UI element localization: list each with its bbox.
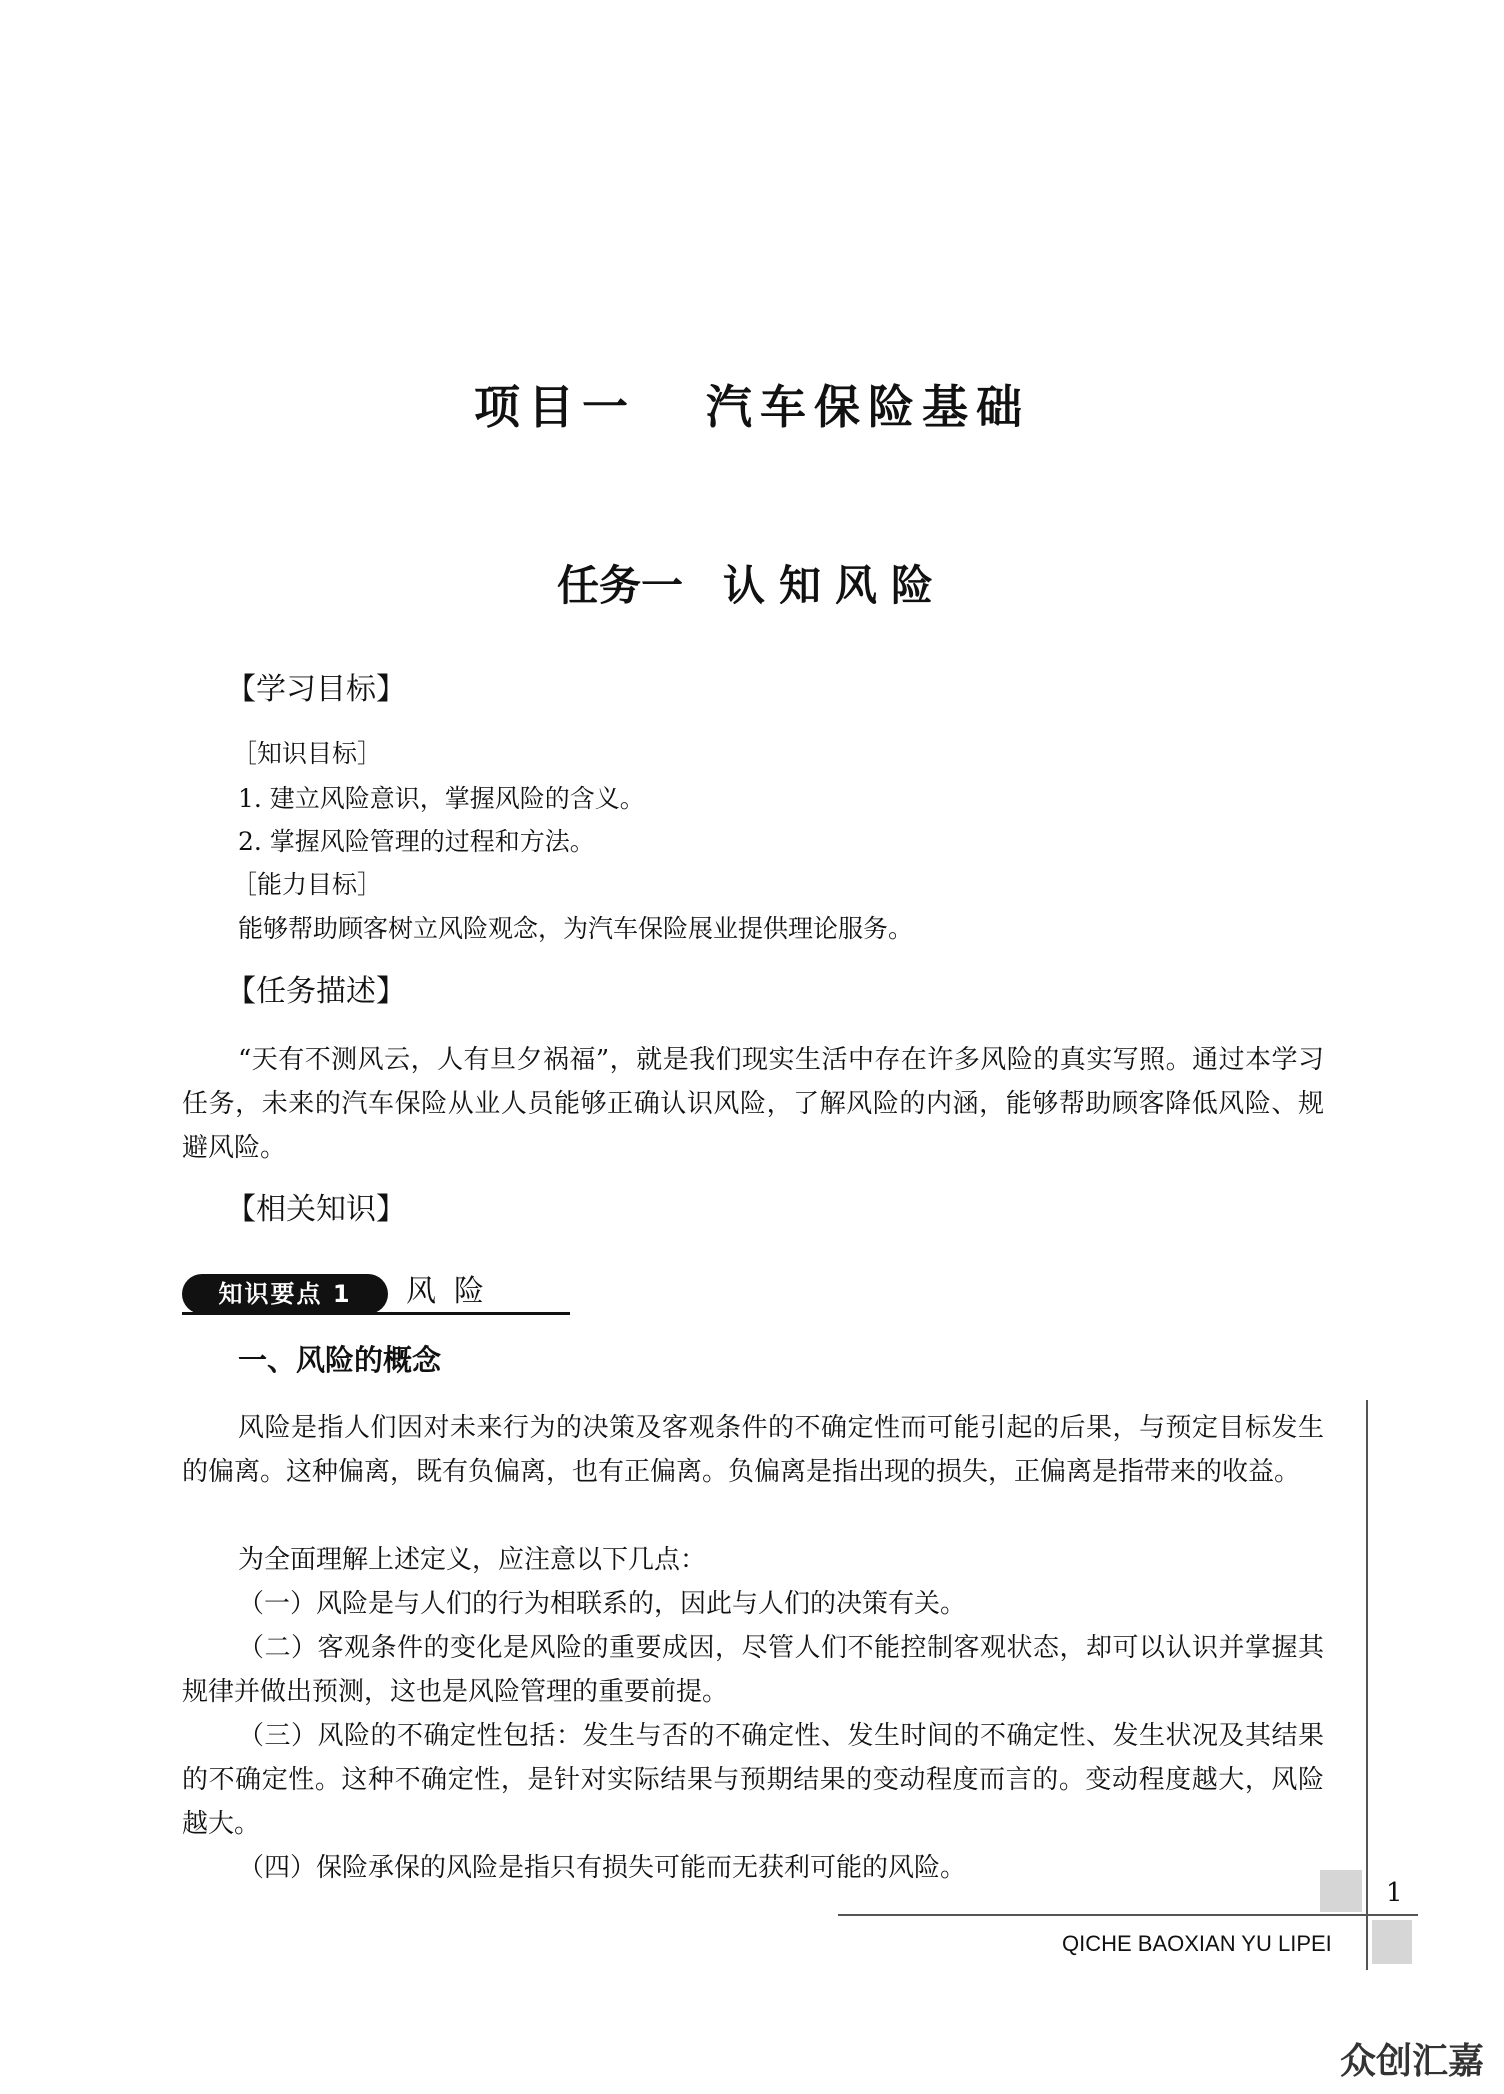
knowledge-item-1: 1. 建立风险意识，掌握风险的含义。 (238, 784, 645, 813)
ability-goals-label: ［能力目标］ (232, 870, 383, 899)
task-name: 认知风险 (723, 561, 948, 610)
ability-goals-text: 能够帮助顾客树立风险观念，为汽车保险展业提供理论服务。 (238, 914, 914, 943)
task-title (0, 556, 1504, 616)
running-head: QICHE BAOXIAN YU LIPEI (1062, 1931, 1332, 1956)
chapter-title (0, 372, 1504, 442)
task-desc-text: “天有不测风云，人有旦夕祸福”，就是我们现实生活中存在许多风险的真实写照。通过本学习任务，未来的汽车保险从业人员能够正确认识风险，了解风险的内涵，能够帮助顾客降低风险、规避风险。 (182, 1045, 1324, 1163)
knowledge-point-badge: 知识要点 1 (182, 1274, 388, 1314)
watermark-logo: 众创汇嘉 (1340, 2041, 1485, 2082)
corner-gray-box-top (1320, 1870, 1362, 1912)
related-knowledge-heading: 【相关知识】 (226, 1192, 406, 1227)
task-number: 任务一 (556, 561, 683, 610)
margin-vertical-rule (1366, 1400, 1368, 1970)
chapter-number: 项目一 (474, 380, 636, 434)
section-paragraph-5: （三）风险的不确定性包括：发生与否的不确定性、发生时间的不确定性、发生状况及其结果的不确定性。这种不确定性，是针对实际结果与预期结果的变动程度而言的。变动程度越大，风险越大。 (182, 1721, 1324, 1839)
section-paragraph-6: （四）保险承保的风险是指只有损失可能而无获利可能的风险。 (238, 1853, 967, 1883)
task-desc-heading: 【任务描述】 (226, 974, 406, 1009)
page-number: 1 (1386, 1878, 1403, 1908)
section-title: 一、风险的概念 (238, 1343, 442, 1377)
footer-horizontal-rule (838, 1914, 1418, 1916)
chapter-name: 汽车保险基础 (706, 380, 1030, 434)
knowledge-goals-label: ［知识目标］ (232, 739, 383, 768)
section-paragraph-4: （二）客观条件的变化是风险的重要成因，尽管人们不能控制客观状态，却可以认识并掌握其规律并做出预测，这也是风险管理的重要前提。 (182, 1633, 1324, 1707)
section-paragraph-1: 风险是指人们因对未来行为的决策及客观条件的不确定性而可能引起的后果，与预定目标发生的偏离。这种偏离，既有负偏离，也有正偏离。负偏离是指出现的损失，正偏离是指带来的收益。 (182, 1413, 1324, 1487)
section-paragraph-2: 为全面理解上述定义，应注意以下几点： (238, 1545, 707, 1575)
section-paragraph-3: （一）风险是与人们的行为相联系的，因此与人们的决策有关。 (238, 1589, 967, 1619)
knowledge-point-rule (182, 1312, 570, 1315)
knowledge-item-2: 2. 掌握风险管理的过程和方法。 (238, 827, 595, 856)
learning-goals-heading: 【学习目标】 (226, 672, 406, 707)
knowledge-point-title: 风险 (406, 1274, 502, 1309)
corner-gray-box-bottom (1372, 1920, 1412, 1964)
